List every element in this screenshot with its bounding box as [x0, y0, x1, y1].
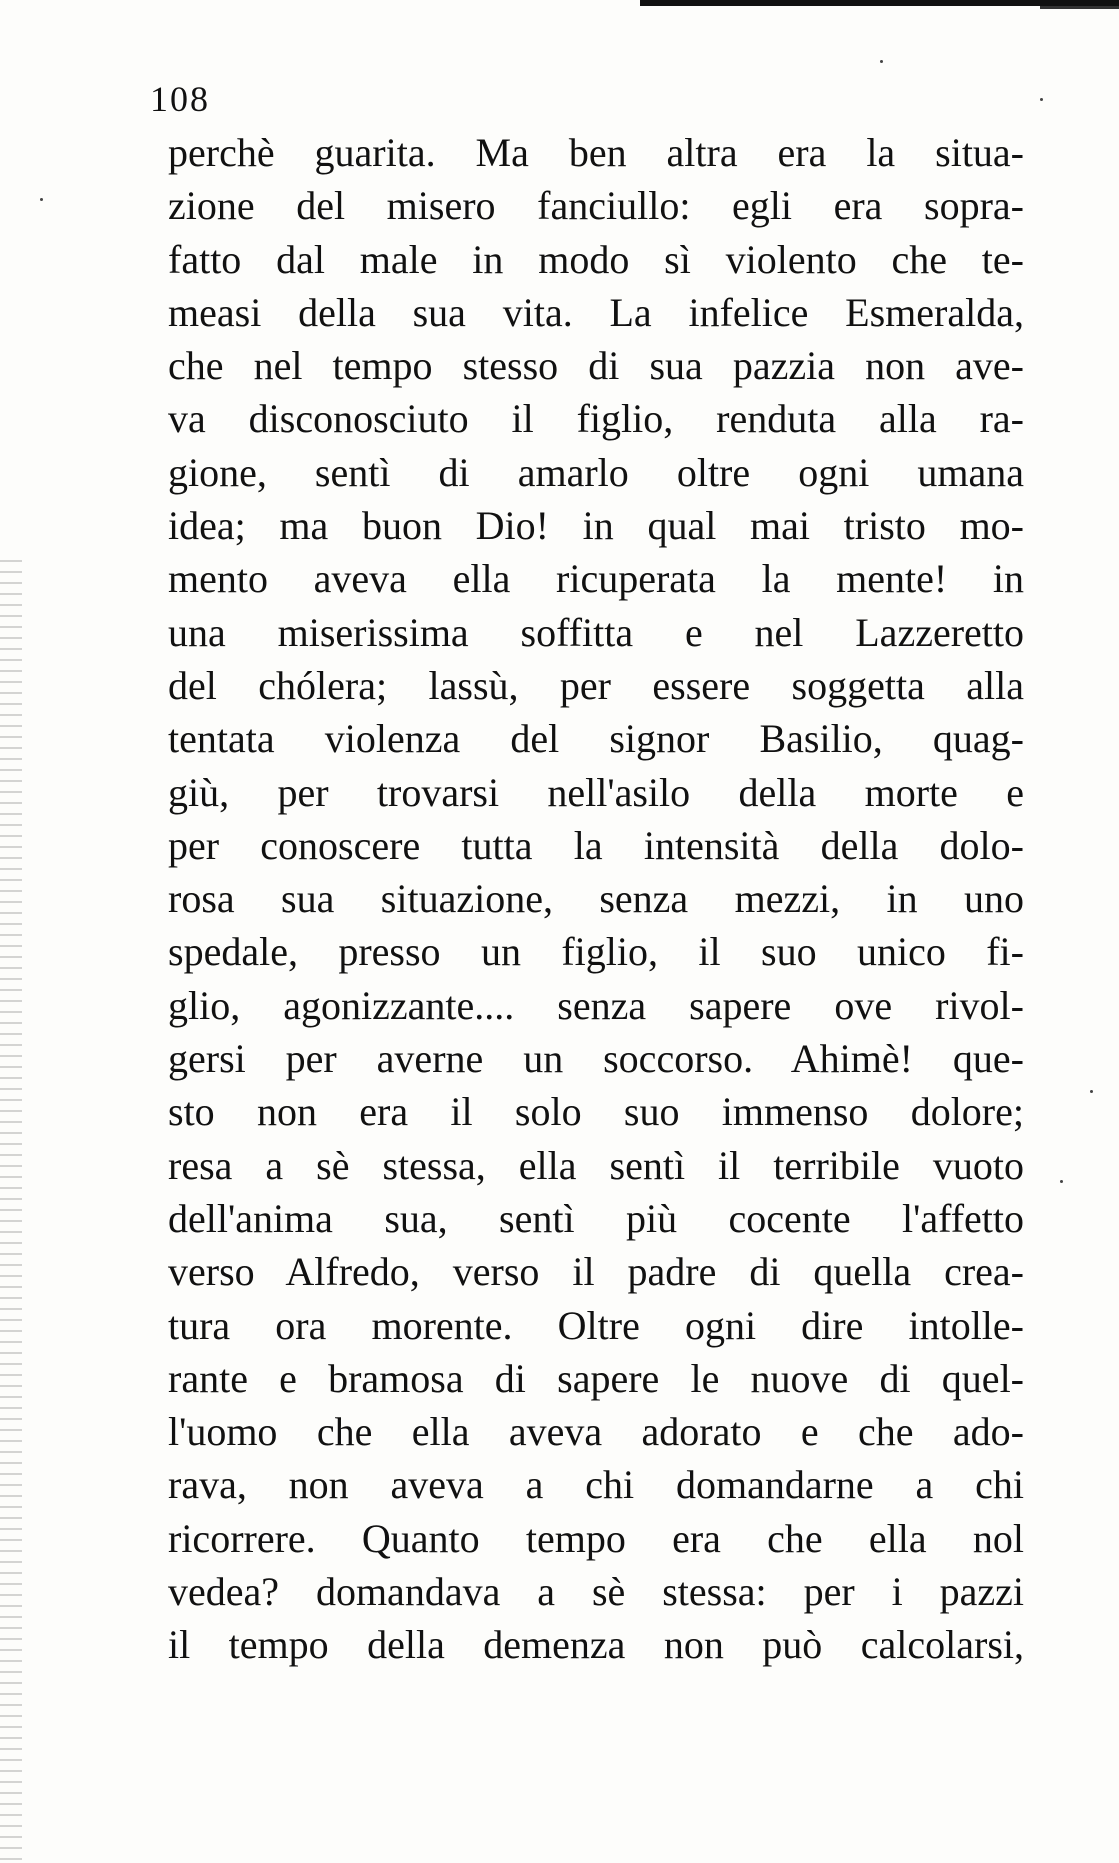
text-line: ricorrere. Quanto tempo era che ella nol: [168, 1515, 1024, 1561]
text-line: idea; ma buon Dio! in qual mai tristo mo-: [168, 503, 1024, 549]
print-speck: [1040, 98, 1043, 101]
text-line: rosa sua situazione, senza mezzi, in uno: [168, 876, 1024, 922]
text-line: resa a sè stessa, ella sentì il terribile vuoto: [168, 1142, 1024, 1188]
page-number: 108: [150, 79, 210, 119]
text-line: rante e bramosa di sapere le nuove di quel-: [168, 1355, 1024, 1401]
print-speck: [1060, 1180, 1063, 1183]
text-line: che nel tempo stesso di sua pazzia non ave-: [168, 343, 1024, 389]
text-line: glio, agonizzante.... senza sapere ove rivol-: [168, 982, 1024, 1028]
print-speck: [880, 60, 883, 63]
text-line: del chólera; lassù, per essere soggetta alla: [168, 662, 1024, 708]
binding-gutter-texture: [0, 560, 22, 1863]
text-line: verso Alfredo, verso il padre di quella crea-: [168, 1249, 1024, 1295]
text-line: zione del misero fanciullo: egli era sopra-: [168, 183, 1024, 229]
text-line: perchè guarita. Ma ben altra era la situa-: [168, 130, 1024, 175]
text-line: spedale, presso un figlio, il suo unico fi-: [168, 929, 1024, 975]
text-line: vedea? domandava a sè stessa: per i pazzi: [168, 1569, 1024, 1615]
text-line: measi della sua vita. La infelice Esmeralda,: [168, 289, 1024, 335]
text-line: va disconosciuto il figlio, renduta alla ra-: [168, 396, 1024, 442]
text-line: gione, sentì di amarlo oltre ogni umana: [168, 449, 1024, 495]
body-text: [168, 126, 1024, 1672]
text-line: gersi per averne un soccorso. Ahimè! que-: [168, 1036, 1024, 1082]
text-line: per conoscere tutta la intensità della dolo-: [168, 822, 1024, 868]
text-line: una miserissima soffitta e nel Lazzeretto: [168, 609, 1024, 655]
top-edge-rule-thin: [1040, 6, 1119, 9]
print-speck: [1090, 1090, 1093, 1093]
text-line: rava, non aveva a chi domandarne a chi: [168, 1462, 1024, 1508]
text-line: tentata violenza del signor Basilio, quag-: [168, 716, 1024, 762]
text-line: tura ora morente. Oltre ogni dire intolle-: [168, 1302, 1024, 1348]
text-line: l'uomo che ella aveva adorato e che ado-: [168, 1409, 1024, 1455]
text-line: dell'anima sua, sentì più cocente l'affetto: [168, 1195, 1024, 1241]
text-line: sto non era il solo suo immenso dolore;: [168, 1089, 1024, 1135]
text-line: mento aveva ella ricuperata la mente! in: [168, 556, 1024, 602]
text-line: fatto dal male in modo sì violento che te-: [168, 236, 1024, 282]
text-line: giù, per trovarsi nell'asilo della morte e: [168, 769, 1024, 815]
text-line: il tempo della demenza non può calcolarsi,: [168, 1622, 1024, 1668]
print-speck: [40, 198, 43, 201]
